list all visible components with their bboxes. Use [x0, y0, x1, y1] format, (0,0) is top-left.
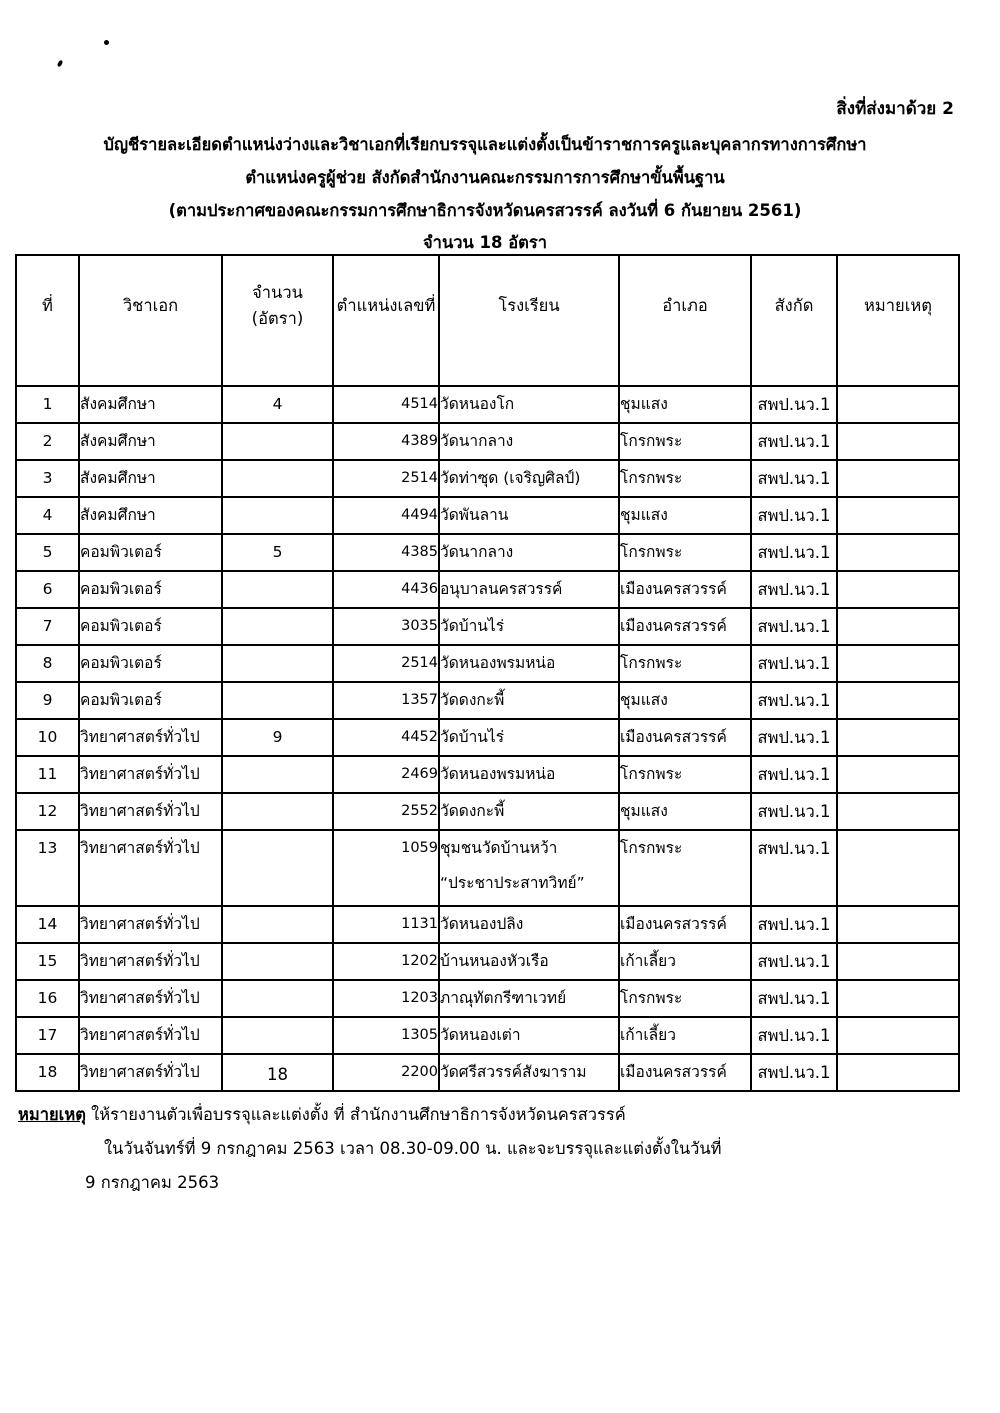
- cell-no: 12: [16, 793, 79, 830]
- col-header-remark: หมายเหตุ: [837, 255, 959, 386]
- table-row: [16, 1017, 959, 1054]
- cell-count: [222, 423, 333, 460]
- table-row: [16, 497, 959, 534]
- cell-subject: วิทยาศาสตร์ทั่วไป: [79, 756, 222, 793]
- remark-line-3: 9 กรกฎาคม 2563: [85, 1173, 220, 1192]
- cell-position: 2514: [333, 645, 439, 682]
- cell-district: เมืองนครสวรรค์: [619, 608, 751, 645]
- school-name-line-1: ชุมชนวัดบ้านหว้า: [440, 839, 558, 857]
- remark-label: หมายเหตุ: [18, 1105, 86, 1124]
- cell-position: 1059: [333, 830, 439, 906]
- cell-remark: [837, 830, 959, 906]
- cell-district: เมืองนครสวรรค์: [619, 1054, 751, 1091]
- vacancy-table: [15, 254, 960, 1092]
- table-row: [16, 386, 959, 423]
- table-row: [16, 571, 959, 608]
- cell-count: [222, 608, 333, 645]
- cell-remark: [837, 906, 959, 943]
- cell-district: โกรกพระ: [619, 460, 751, 497]
- cell-affiliation: สพป.นว.1: [751, 980, 837, 1017]
- cell-position: 4385: [333, 534, 439, 571]
- cell-no: 5: [16, 534, 79, 571]
- cell-remark: [837, 980, 959, 1017]
- cell-no: 6: [16, 571, 79, 608]
- cell-position: 1305: [333, 1017, 439, 1054]
- cell-subject: คอมพิวเตอร์: [79, 571, 222, 608]
- cell-position: 4514: [333, 386, 439, 423]
- cell-no: 4: [16, 497, 79, 534]
- cell-affiliation: สพป.นว.1: [751, 645, 837, 682]
- cell-remark: [837, 460, 959, 497]
- cell-subject: วิทยาศาสตร์ทั่วไป: [79, 906, 222, 943]
- cell-position: 2469: [333, 756, 439, 793]
- cell-count: [222, 793, 333, 830]
- cell-count: 4: [222, 386, 333, 423]
- cell-position: 4389: [333, 423, 439, 460]
- cell-count: [222, 497, 333, 534]
- cell-position: 2200: [333, 1054, 439, 1091]
- cell-position: 4494: [333, 497, 439, 534]
- table-row: [16, 830, 959, 906]
- cell-position: 1203: [333, 980, 439, 1017]
- cell-remark: [837, 943, 959, 980]
- cell-affiliation: สพป.นว.1: [751, 756, 837, 793]
- table-row: [16, 423, 959, 460]
- title-line-1: บัญชีรายละเอียดตำแหน่งว่างและวิชาเอกที่เรียกบรรจุและแต่งตั้งเป็นข้าราชการครูและบุคลากรทางการศึกษา: [103, 135, 867, 154]
- cell-affiliation: สพป.นว.1: [751, 682, 837, 719]
- cell-affiliation: สพป.นว.1: [751, 830, 837, 906]
- cell-count: [222, 645, 333, 682]
- cell-no: 2: [16, 423, 79, 460]
- cell-count: [222, 571, 333, 608]
- cell-no: 1: [16, 386, 79, 423]
- cell-school: วัดหนองโก: [439, 386, 619, 423]
- cell-school: วัดหนองเต่า: [439, 1017, 619, 1054]
- cell-subject: สังคมศึกษา: [79, 423, 222, 460]
- cell-school: อนุบาลนครสวรรค์: [439, 571, 619, 608]
- cell-subject: วิทยาศาสตร์ทั่วไป: [79, 793, 222, 830]
- cell-affiliation: สพป.นว.1: [751, 943, 837, 980]
- cell-affiliation: สพป.นว.1: [751, 534, 837, 571]
- cell-district: เก้าเลี้ยว: [619, 1017, 751, 1054]
- cell-subject: สังคมศึกษา: [79, 497, 222, 534]
- cell-school: วัดนากลาง: [439, 534, 619, 571]
- table-row: [16, 608, 959, 645]
- cell-district: โกรกพระ: [619, 534, 751, 571]
- cell-position: 2552: [333, 793, 439, 830]
- title-line-2: ตำแหน่งครูผู้ช่วย สังกัดสำนักงานคณะกรรมการการศึกษาขั้นพื้นฐาน: [245, 168, 725, 187]
- cell-remark: [837, 386, 959, 423]
- cell-remark: [837, 534, 959, 571]
- cell-school: วัดพันลาน: [439, 497, 619, 534]
- cell-school: วัดหนองพรมหน่อ: [439, 756, 619, 793]
- cell-remark: [837, 793, 959, 830]
- cell-count: [222, 682, 333, 719]
- cell-district: โกรกพระ: [619, 756, 751, 793]
- cell-district: โกรกพระ: [619, 423, 751, 460]
- cell-subject: คอมพิวเตอร์: [79, 682, 222, 719]
- total-count: 18: [267, 1065, 288, 1084]
- table-body: [16, 386, 959, 1091]
- cell-district: โกรกพระ: [619, 980, 751, 1017]
- cell-no: 3: [16, 460, 79, 497]
- cell-no: 7: [16, 608, 79, 645]
- cell-no: 17: [16, 1017, 79, 1054]
- cell-position: 1357: [333, 682, 439, 719]
- school-name-line-2: “ประชาประสาทวิทย์”: [440, 874, 585, 892]
- cell-remark: [837, 719, 959, 756]
- cell-school: วัดบ้านไร่: [439, 719, 619, 756]
- cell-count: [222, 1017, 333, 1054]
- cell-school: วัดบ้านไร่: [439, 608, 619, 645]
- cell-count: [222, 906, 333, 943]
- col-header-no: ที่: [16, 255, 79, 386]
- cell-district: ชุมแสง: [619, 682, 751, 719]
- cell-no: 11: [16, 756, 79, 793]
- cell-school: วัดดงกะพี้: [439, 682, 619, 719]
- cell-affiliation: สพป.นว.1: [751, 571, 837, 608]
- cell-no: 8: [16, 645, 79, 682]
- cell-count: 5: [222, 534, 333, 571]
- cell-subject: คอมพิวเตอร์: [79, 608, 222, 645]
- cell-count: [222, 460, 333, 497]
- cell-affiliation: สพป.นว.1: [751, 460, 837, 497]
- table-row: [16, 719, 959, 756]
- cell-affiliation: สพป.นว.1: [751, 719, 837, 756]
- col-header-affiliation: สังกัด: [751, 255, 837, 386]
- cell-subject: คอมพิวเตอร์: [79, 645, 222, 682]
- cell-subject: วิทยาศาสตร์ทั่วไป: [79, 980, 222, 1017]
- remark-line-2: ในวันจันทร์ที่ 9 กรกฎาคม 2563 เวลา 08.30-09.00 น. และจะบรรจุและแต่งตั้งในวันที่: [104, 1139, 722, 1158]
- cell-affiliation: สพป.นว.1: [751, 423, 837, 460]
- cell-district: ชุมแสง: [619, 793, 751, 830]
- cell-school: วัดหนองพรมหน่อ: [439, 645, 619, 682]
- table-row: [16, 906, 959, 943]
- cell-affiliation: สพป.นว.1: [751, 497, 837, 534]
- table-row: [16, 756, 959, 793]
- cell-district: เมืองนครสวรรค์: [619, 906, 751, 943]
- cell-no: 10: [16, 719, 79, 756]
- table-header-row: [16, 255, 959, 386]
- cell-district: เมืองนครสวรรค์: [619, 571, 751, 608]
- cell-affiliation: สพป.นว.1: [751, 1054, 837, 1091]
- cell-remark: [837, 1054, 959, 1091]
- cell-count: [222, 943, 333, 980]
- cell-count: [222, 830, 333, 906]
- cell-subject: วิทยาศาสตร์ทั่วไป: [79, 830, 222, 906]
- cell-remark: [837, 423, 959, 460]
- cell-school: [439, 830, 619, 906]
- cell-count: 9: [222, 719, 333, 756]
- cell-district: โกรกพระ: [619, 645, 751, 682]
- cell-school: วัดท่าซุด (เจริญศิลป์): [439, 460, 619, 497]
- table-row: [16, 943, 959, 980]
- cell-affiliation: สพป.นว.1: [751, 386, 837, 423]
- col-header-position: ตำแหน่งเลขที่: [333, 255, 439, 386]
- cell-no: 9: [16, 682, 79, 719]
- cell-no: 16: [16, 980, 79, 1017]
- cell-position: 2514: [333, 460, 439, 497]
- col-header-count: จำนวน (อัตรา): [222, 255, 333, 386]
- cell-no: 14: [16, 906, 79, 943]
- cell-subject: วิทยาศาสตร์ทั่วไป: [79, 719, 222, 756]
- table-row: [16, 793, 959, 830]
- cell-subject: วิทยาศาสตร์ทั่วไป: [79, 1054, 222, 1091]
- cell-remark: [837, 756, 959, 793]
- cell-subject: วิทยาศาสตร์ทั่วไป: [79, 943, 222, 980]
- cell-district: เก้าเลี้ยว: [619, 943, 751, 980]
- cell-subject: สังคมศึกษา: [79, 460, 222, 497]
- cell-remark: [837, 682, 959, 719]
- cell-remark: [837, 571, 959, 608]
- cell-remark: [837, 497, 959, 534]
- table-row: [16, 1054, 959, 1091]
- table-row: [16, 682, 959, 719]
- cell-subject: สังคมศึกษา: [79, 386, 222, 423]
- cell-affiliation: สพป.นว.1: [751, 1017, 837, 1054]
- cell-subject: คอมพิวเตอร์: [79, 534, 222, 571]
- cell-remark: [837, 608, 959, 645]
- cell-position: 4452: [333, 719, 439, 756]
- cell-district: เมืองนครสวรรค์: [619, 719, 751, 756]
- cell-no: 13: [16, 830, 79, 906]
- cell-no: 15: [16, 943, 79, 980]
- cell-subject: วิทยาศาสตร์ทั่วไป: [79, 1017, 222, 1054]
- remark-line-1: ให้รายงานตัวเพื่อบรรจุและแต่งตั้ง ที่ สำนักงานศึกษาธิการจังหวัดนครสวรรค์: [91, 1105, 626, 1124]
- cell-position: 1131: [333, 906, 439, 943]
- col-header-district: อำเภอ: [619, 255, 751, 386]
- cell-affiliation: สพป.นว.1: [751, 793, 837, 830]
- cell-remark: [837, 1017, 959, 1054]
- cell-position: 1202: [333, 943, 439, 980]
- attachment-label: สิ่งที่ส่งมาด้วย 2: [836, 99, 954, 119]
- cell-school: บ้านหนองหัวเรือ: [439, 943, 619, 980]
- document-title: [0, 128, 970, 259]
- cell-no: 18: [16, 1054, 79, 1091]
- title-line-3: (ตามประกาศของคณะกรรมการศึกษาธิการจังหวัดนครสวรรค์ ลงวันที่ 6 กันยายน 2561): [168, 201, 802, 220]
- cell-school: วัดนากลาง: [439, 423, 619, 460]
- col-header-subject: วิชาเอก: [79, 255, 222, 386]
- cell-affiliation: สพป.นว.1: [751, 906, 837, 943]
- table-row: [16, 534, 959, 571]
- table-row: [16, 460, 959, 497]
- col-header-school: โรงเรียน: [439, 255, 619, 386]
- cell-school: วัดหนองปลิง: [439, 906, 619, 943]
- remark-note: [18, 1098, 722, 1200]
- cell-position: 4436: [333, 571, 439, 608]
- cell-remark: [837, 645, 959, 682]
- count-line: จำนวน 18 อัตรา: [423, 233, 547, 252]
- cell-school: วัดศรีสวรรค์สังฆาราม: [439, 1054, 619, 1091]
- scan-mark: [103, 39, 110, 46]
- cell-count: [222, 980, 333, 1017]
- cell-district: ชุมแสง: [619, 386, 751, 423]
- cell-affiliation: สพป.นว.1: [751, 608, 837, 645]
- cell-district: ชุมแสง: [619, 497, 751, 534]
- scan-mark: [57, 59, 64, 67]
- cell-district: โกรกพระ: [619, 830, 751, 906]
- table-row: [16, 645, 959, 682]
- table-row: [16, 980, 959, 1017]
- cell-school: วัดดงกะพี้: [439, 793, 619, 830]
- cell-count: [222, 756, 333, 793]
- cell-position: 3035: [333, 608, 439, 645]
- cell-school: ภาณุทัตกรีฑาเวทย์: [439, 980, 619, 1017]
